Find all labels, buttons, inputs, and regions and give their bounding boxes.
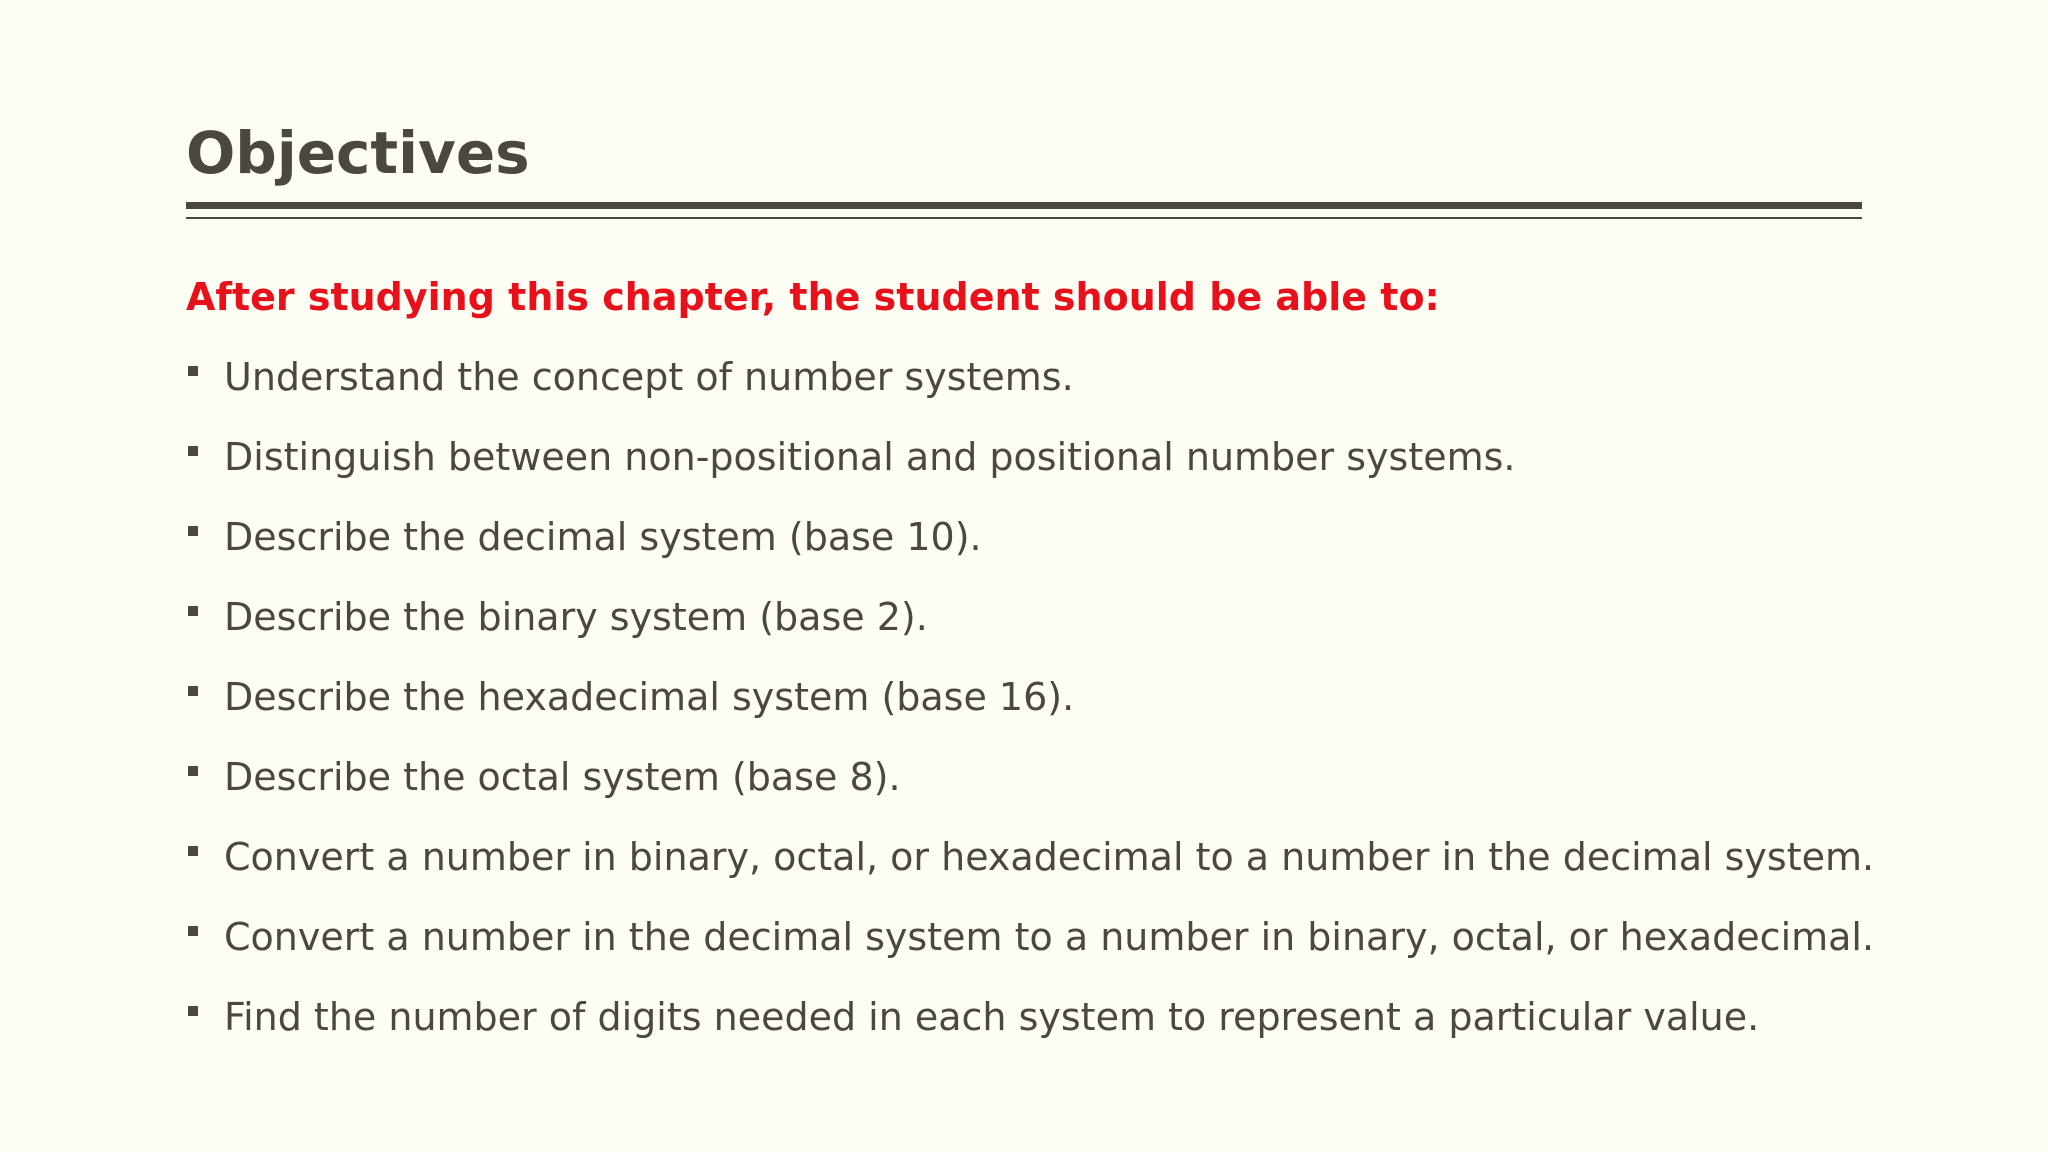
title-underline-thick (186, 202, 1862, 209)
square-bullet-icon (188, 686, 198, 696)
objective-item (186, 432, 1874, 512)
objectives-list (186, 352, 1874, 1072)
objective-text: Describe the hexadecimal system (base 16). (224, 675, 1075, 719)
square-bullet-icon (188, 766, 198, 776)
objective-text: Distinguish between non-positional and positional number systems. (224, 435, 1516, 479)
objective-text: Describe the binary system (base 2). (224, 595, 928, 639)
objective-item (186, 352, 1874, 432)
square-bullet-icon (188, 606, 198, 616)
objective-item (186, 832, 1874, 912)
square-bullet-icon (188, 446, 198, 456)
square-bullet-icon (188, 526, 198, 536)
objective-text: Describe the octal system (base 8). (224, 755, 901, 799)
objective-text: Describe the decimal system (base 10). (224, 515, 982, 559)
objective-text: Convert a number in binary, octal, or hexadecimal to a number in the decimal system. (224, 835, 1875, 879)
objective-text: Find the number of digits needed in each system to represent a particular value. (224, 995, 1760, 1039)
objective-text: Convert a number in the decimal system to a number in binary, octal, or hexadecimal. (224, 915, 1875, 959)
objective-item (186, 752, 1874, 832)
objective-item (186, 672, 1874, 752)
square-bullet-icon (188, 1006, 198, 1016)
title-underline-thin (186, 217, 1862, 219)
intro-text: After studying this chapter, the student should be able to: (186, 275, 1440, 319)
objective-item (186, 992, 1874, 1072)
objective-item (186, 912, 1874, 992)
objective-text: Understand the concept of number systems. (224, 355, 1074, 399)
square-bullet-icon (188, 846, 198, 856)
objective-item (186, 592, 1874, 672)
square-bullet-icon (188, 366, 198, 376)
slide-title: Objectives (186, 119, 530, 187)
objective-item (186, 512, 1874, 592)
square-bullet-icon (188, 926, 198, 936)
